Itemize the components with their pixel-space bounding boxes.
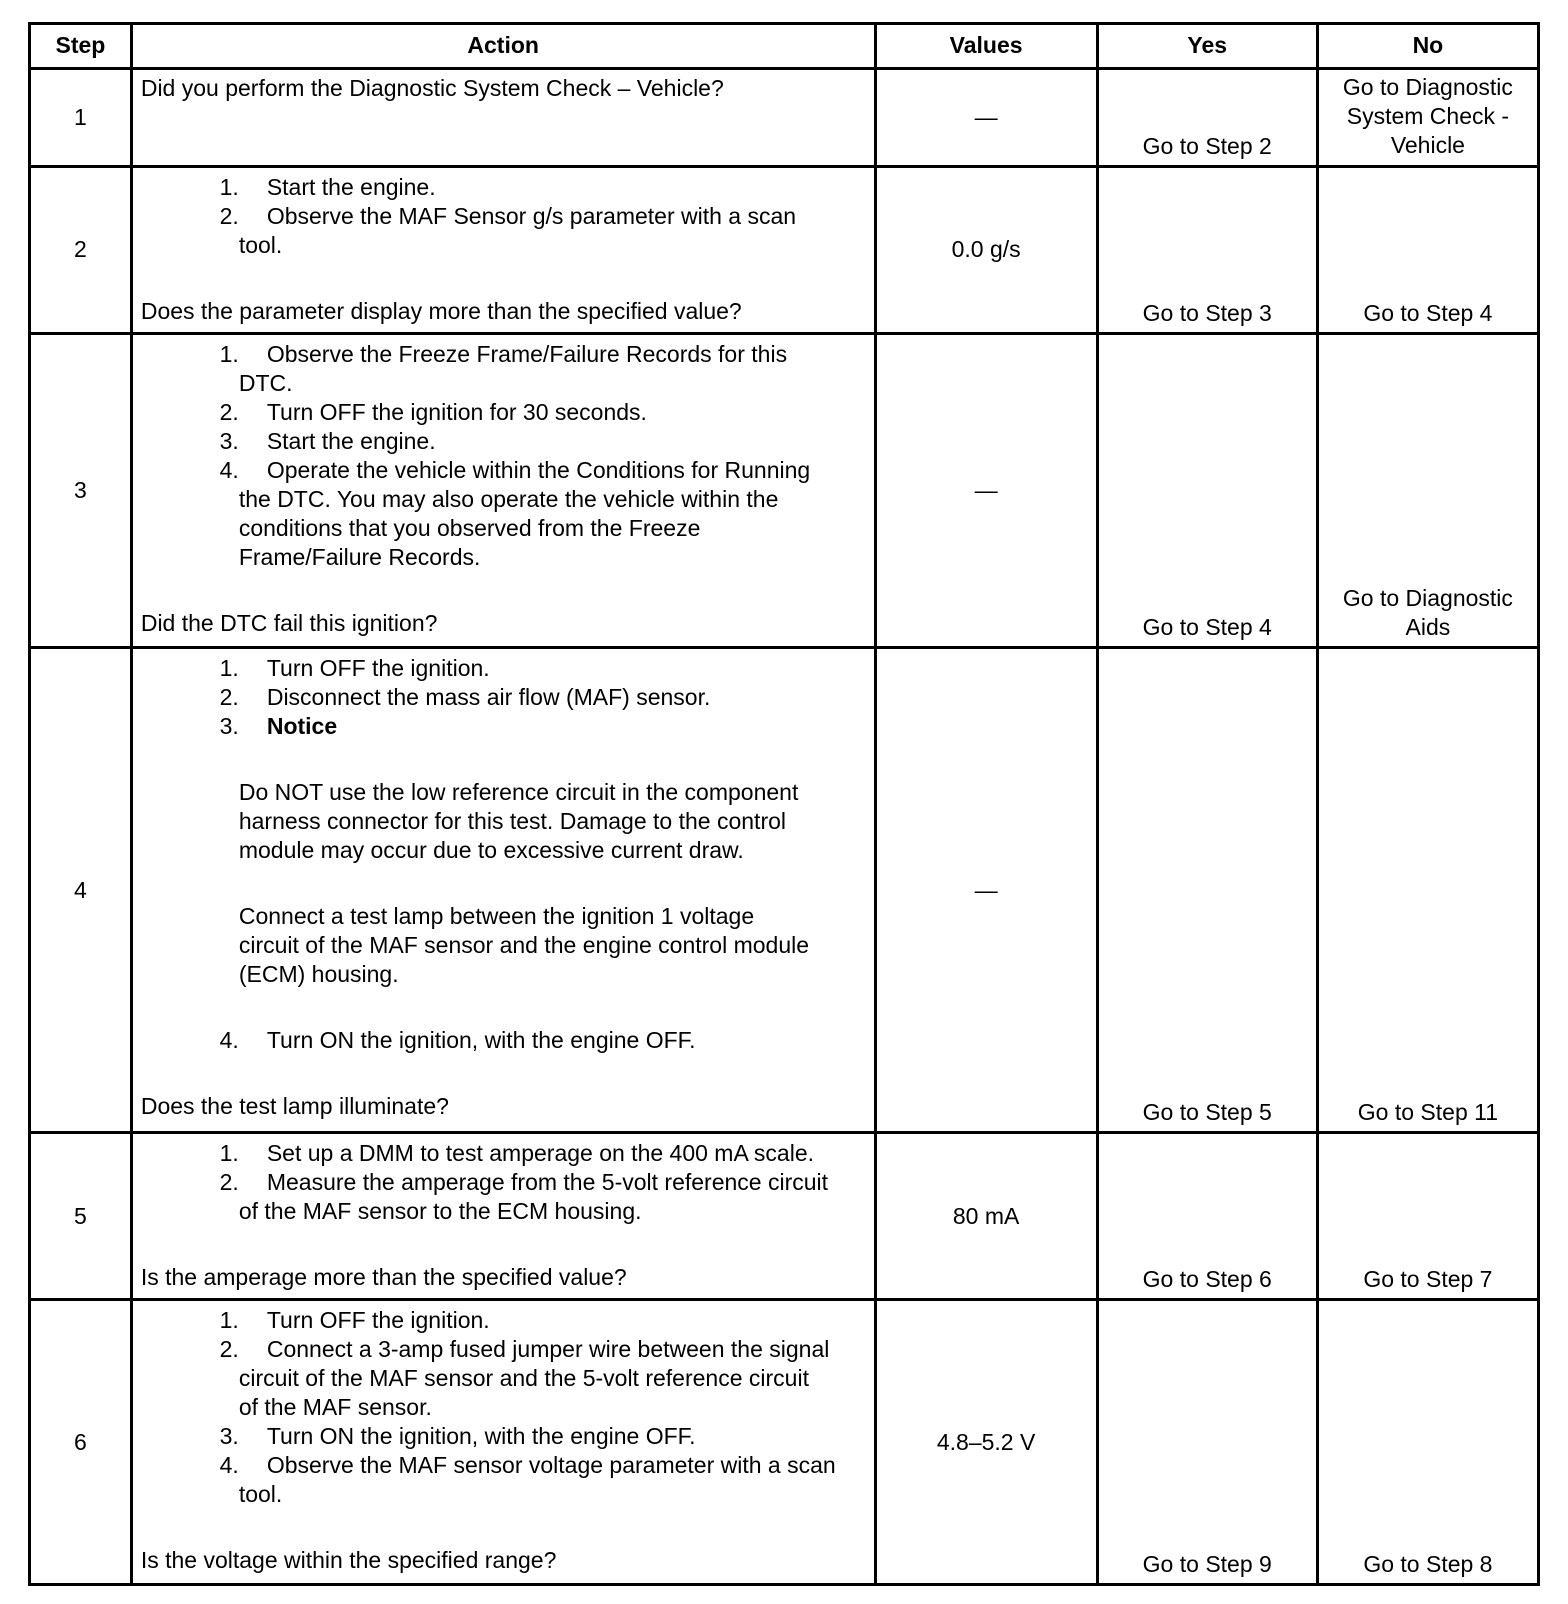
- item-number: 4.: [219, 1452, 239, 1479]
- table-row: [30, 333, 1539, 647]
- step-number: 6: [30, 1300, 132, 1585]
- no-text: Go to Diagnostic Aids: [1342, 584, 1513, 640]
- item-text: circuit of the MAF sensor and the 5-volt reference circuit: [238, 1365, 809, 1392]
- yes-cell: Go to Step 3: [1097, 166, 1317, 333]
- yes-cell: Go to Step 6: [1097, 1133, 1317, 1300]
- question-text: Did the DTC fail this ignition?: [140, 609, 438, 636]
- action-cell: [131, 1133, 875, 1300]
- value-cell: 80 mA: [875, 1133, 1097, 1300]
- no-cell: Go to Step 7: [1317, 1133, 1538, 1300]
- action-cell: [131, 647, 875, 1132]
- item-text: Observe the Freeze Frame/Failure Records for this: [266, 340, 788, 367]
- yes-cell: Go to Step 2: [1097, 68, 1317, 166]
- item-number: 2.: [219, 1336, 239, 1363]
- item-text: Connect a test lamp between the ignition 1 voltage: [238, 902, 755, 929]
- item-text: Disconnect the mass air flow (MAF) sensor.: [266, 683, 711, 710]
- value-cell: —: [875, 647, 1097, 1132]
- item-number: 3.: [219, 1423, 239, 1450]
- notice-text: Do NOT use the low reference circuit in the component: [238, 778, 799, 805]
- item-text: the DTC. You may also operate the vehicle within the: [238, 485, 779, 512]
- item-text: of the MAF sensor to the ECM housing.: [238, 1198, 642, 1225]
- header-values: Values: [875, 24, 1097, 69]
- item-number: 1.: [219, 173, 239, 200]
- action-cell: [131, 166, 875, 333]
- step-number: 4: [30, 647, 132, 1132]
- no-cell: Go to Step 11: [1317, 647, 1538, 1132]
- item-number: 1.: [219, 654, 239, 681]
- item-number: 2.: [219, 398, 239, 425]
- yes-cell: Go to Step 9: [1097, 1300, 1317, 1585]
- item-number: 1.: [219, 340, 239, 367]
- item-text: Connect a 3-amp fused jumper wire between the signal: [266, 1336, 830, 1363]
- header-row: [30, 24, 1539, 69]
- item-number: 2.: [219, 202, 239, 229]
- step-number: 3: [30, 333, 132, 647]
- item-text: Turn OFF the ignition for 30 seconds.: [266, 398, 647, 425]
- value-cell: 4.8–5.2 V: [875, 1300, 1097, 1585]
- item-number: 4.: [219, 1026, 239, 1053]
- item-text: conditions that you observed from the Freeze: [238, 514, 701, 541]
- item-text: Observe the MAF sensor voltage parameter with a scan: [266, 1452, 836, 1479]
- header-step: Step: [30, 24, 132, 69]
- no-cell: Go to Step 8: [1317, 1300, 1538, 1585]
- item-text: Turn ON the ignition, with the engine OFF.: [266, 1423, 696, 1450]
- diagnostic-table: [28, 22, 1540, 1586]
- item-text: tool.: [238, 1481, 283, 1508]
- item-text: Frame/Failure Records.: [238, 543, 481, 570]
- table-row: [30, 68, 1539, 166]
- item-text: Turn OFF the ignition.: [266, 654, 490, 681]
- item-text: Turn ON the ignition, with the engine OFF.: [266, 1026, 696, 1053]
- item-text: Operate the vehicle within the Conditions for Running: [266, 456, 811, 483]
- step-number: 5: [30, 1133, 132, 1300]
- table-row: [30, 647, 1539, 1132]
- yes-cell: Go to Step 5: [1097, 647, 1317, 1132]
- item-number: 2.: [219, 683, 239, 710]
- item-number: 2.: [219, 1169, 239, 1196]
- item-text: (ECM) housing.: [238, 960, 399, 987]
- header-yes: Yes: [1097, 24, 1317, 69]
- value-cell: 0.0 g/s: [875, 166, 1097, 333]
- item-text: Turn OFF the ignition.: [266, 1307, 490, 1334]
- item-number: 3.: [219, 712, 239, 739]
- item-number: 1.: [219, 1140, 239, 1167]
- action-cell: [131, 1300, 875, 1585]
- item-text: Start the engine.: [266, 173, 436, 200]
- table-row: [30, 1300, 1539, 1585]
- notice-heading: Notice: [266, 712, 338, 739]
- table-row: [30, 1133, 1539, 1300]
- action-cell: [131, 68, 875, 166]
- item-text: Start the engine.: [266, 427, 436, 454]
- question-text: Does the parameter display more than the specified value?: [140, 297, 742, 324]
- yes-cell: Go to Step 4: [1097, 333, 1317, 647]
- header-no: No: [1317, 24, 1538, 69]
- value-cell: —: [875, 68, 1097, 166]
- item-text: of the MAF sensor.: [238, 1394, 432, 1421]
- action-cell: [131, 333, 875, 647]
- item-number: 4.: [219, 456, 239, 483]
- item-number: 3.: [219, 427, 239, 454]
- no-cell: [1317, 68, 1538, 166]
- notice-text: module may occur due to excessive current draw.: [238, 836, 744, 863]
- value-cell: —: [875, 333, 1097, 647]
- table-row: [30, 166, 1539, 333]
- step-number: 2: [30, 166, 132, 333]
- item-text: DTC.: [238, 369, 293, 396]
- question-text: Did you perform the Diagnostic System Check – Vehicle?: [140, 74, 724, 101]
- question-text: Is the voltage within the specified range?: [140, 1547, 557, 1574]
- no-cell: Go to Step 4: [1317, 166, 1538, 333]
- item-text: circuit of the MAF sensor and the engine control module: [238, 931, 810, 958]
- item-text: Observe the MAF Sensor g/s parameter with a scan: [266, 202, 797, 229]
- step-number: 1: [30, 68, 132, 166]
- no-cell: [1317, 333, 1538, 647]
- item-text: Measure the amperage from the 5-volt reference circuit: [266, 1169, 829, 1196]
- item-text: Set up a DMM to test amperage on the 400 mA scale.: [266, 1140, 815, 1167]
- notice-text: harness connector for this test. Damage to the control: [238, 807, 786, 834]
- header-action: Action: [131, 24, 875, 69]
- question-text: Is the amperage more than the specified value?: [140, 1264, 627, 1291]
- item-number: 1.: [219, 1307, 239, 1334]
- question-text: Does the test lamp illuminate?: [140, 1092, 449, 1119]
- item-text: tool.: [238, 231, 283, 258]
- no-text: Go to Diagnostic System Check - Vehicle: [1342, 73, 1513, 158]
